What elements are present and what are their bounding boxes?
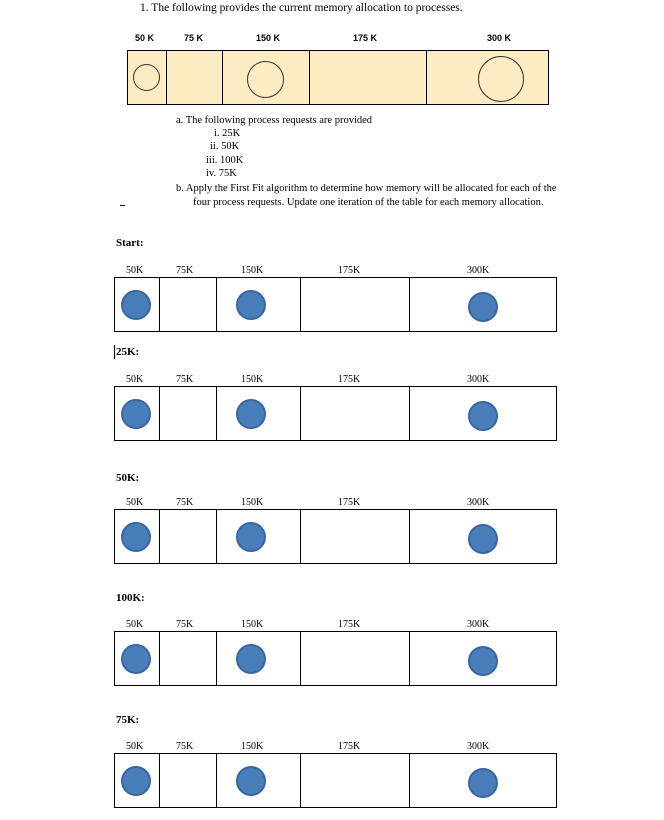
process-circle-icon xyxy=(236,766,266,796)
process-circle-icon xyxy=(247,61,284,98)
partition-divider xyxy=(309,51,310,104)
stage-header: 300K xyxy=(467,265,490,276)
partition-divider xyxy=(222,51,223,104)
process-circle-icon xyxy=(468,401,498,431)
process-circle-icon xyxy=(121,644,151,674)
partition-divider xyxy=(216,632,217,685)
part-a-intro: a. The following process requests are provided xyxy=(176,115,373,126)
stage-header: 150K xyxy=(241,497,264,508)
stage-header: 175K xyxy=(338,374,361,385)
request-item: i. 25K xyxy=(214,128,241,139)
process-circle-icon xyxy=(468,646,498,676)
partition-header: 300 K xyxy=(487,33,512,43)
text-cursor xyxy=(114,345,115,359)
process-circle-icon xyxy=(236,522,266,552)
question-title: 1. The following provides the current memory allocation to processes. xyxy=(140,2,463,14)
stage-header: 175K xyxy=(338,619,361,630)
stage-header: 50K xyxy=(126,265,144,276)
partition-divider xyxy=(426,51,427,104)
partition-divider xyxy=(409,754,410,807)
memory-bar xyxy=(127,50,549,105)
partition-divider xyxy=(216,510,217,563)
stage-header: 175K xyxy=(338,265,361,276)
stage-header: 175K xyxy=(338,497,361,508)
partition-divider xyxy=(166,51,167,104)
partition-divider xyxy=(300,278,301,331)
partition-divider xyxy=(300,632,301,685)
request-item: iii. 100K xyxy=(206,155,244,166)
stage-header: 50K xyxy=(126,619,144,630)
process-circle-icon xyxy=(478,56,524,102)
partition-divider xyxy=(409,278,410,331)
partition-divider xyxy=(409,632,410,685)
stage-header: 175K xyxy=(338,741,361,752)
partition-divider xyxy=(159,387,160,440)
partition-divider xyxy=(300,510,301,563)
stage-header: 150K xyxy=(241,265,264,276)
process-circle-icon xyxy=(468,768,498,798)
process-circle-icon xyxy=(121,290,151,320)
stage-header: 75K xyxy=(176,374,194,385)
stage-header: 75K xyxy=(176,265,194,276)
partition-divider xyxy=(216,754,217,807)
partition-divider xyxy=(409,510,410,563)
request-item: ii. 50K xyxy=(210,141,240,152)
stray-dash xyxy=(120,205,125,206)
process-circle-icon xyxy=(468,524,498,554)
stage-header: 300K xyxy=(467,374,490,385)
stage-label: Start: xyxy=(116,237,144,249)
memory-block-75k xyxy=(114,753,557,808)
memory-block-100k xyxy=(114,631,557,686)
process-circle-icon xyxy=(236,644,266,674)
stage-header: 150K xyxy=(241,741,264,752)
partition-divider xyxy=(300,754,301,807)
stage-header: 50K xyxy=(126,741,144,752)
partition-divider xyxy=(159,754,160,807)
partition-header: 50 K xyxy=(135,33,155,43)
part-b-line1: b. Apply the First Fit algorithm to determine how memory will be allocated for each of the xyxy=(176,183,557,194)
process-circle-icon xyxy=(121,766,151,796)
memory-block-start xyxy=(114,277,557,332)
stage-header: 75K xyxy=(176,497,194,508)
stage-header: 75K xyxy=(176,741,194,752)
partition-divider xyxy=(409,387,410,440)
memory-block-50k xyxy=(114,509,557,564)
stage-header: 75K xyxy=(176,619,194,630)
stage-header: 50K xyxy=(126,497,144,508)
partition-divider xyxy=(216,278,217,331)
stage-label: 100K: xyxy=(116,592,145,604)
partition-header: 150 K xyxy=(256,33,281,43)
stage-header: 300K xyxy=(467,497,490,508)
memory-block-25k xyxy=(114,386,557,441)
partition-divider xyxy=(159,278,160,331)
process-circle-icon xyxy=(236,399,266,429)
stage-header: 50K xyxy=(126,374,144,385)
partition-divider xyxy=(159,632,160,685)
stage-header: 300K xyxy=(467,741,490,752)
request-item: iv. 75K xyxy=(206,168,237,179)
partition-header: 175 K xyxy=(353,33,378,43)
partition-divider xyxy=(300,387,301,440)
stage-label: 50K: xyxy=(116,472,140,484)
process-circle-icon xyxy=(121,522,151,552)
stage-header: 300K xyxy=(467,619,490,630)
process-circle-icon xyxy=(133,64,160,91)
process-circle-icon xyxy=(121,399,151,429)
stage-header: 150K xyxy=(241,374,264,385)
stage-label: 75K: xyxy=(116,714,140,726)
stage-header: 150K xyxy=(241,619,264,630)
process-circle-icon xyxy=(468,292,498,322)
partition-divider xyxy=(159,510,160,563)
process-circle-icon xyxy=(236,290,266,320)
stage-label: 25K: xyxy=(116,346,140,358)
partition-divider xyxy=(216,387,217,440)
part-b-line2: four process requests. Update one iteration of the table for each memory allocation. xyxy=(193,197,544,208)
partition-header: 75 K xyxy=(184,33,204,43)
